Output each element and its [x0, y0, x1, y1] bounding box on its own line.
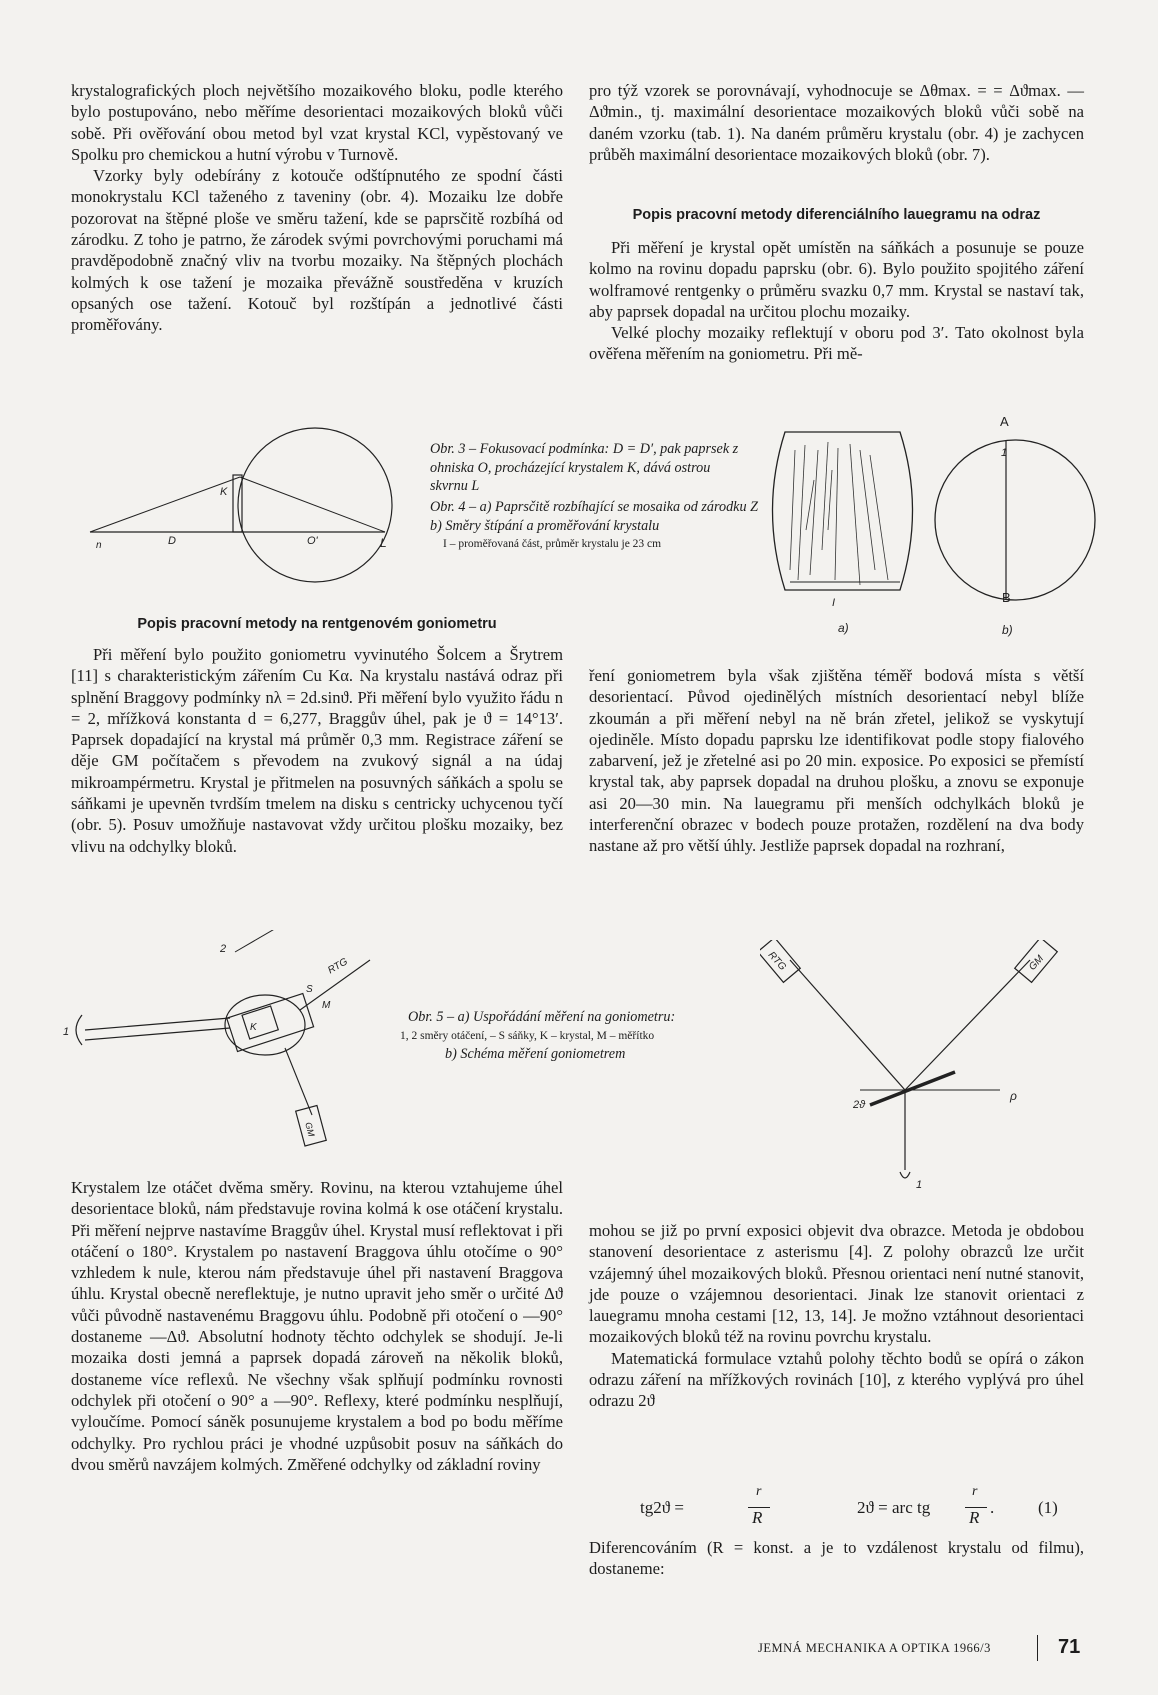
- caption-note: I – proměřovaná část, průměr krystalu je 23 cm: [443, 538, 662, 550]
- rtg-beam: [790, 960, 905, 1090]
- crystal-section-a: [773, 432, 913, 590]
- figure-3-diagram: [80, 420, 410, 595]
- label-m: M: [322, 1000, 331, 1011]
- gm-beam: [905, 960, 1030, 1090]
- paragraph: Při měření je krystal opět umístěn na sáňkách a posunuje se pouze kolmo na rovinu dopadu paprsku (obr. 6). Bylo použito spojitého záření wolframové rentgenky o průměru svazku 0,7 mm. Krystal se nastaví tak, aby paprsek dopadal na určitou plochu mozaiky.: [589, 238, 1084, 321]
- col2-mid-text: [589, 665, 1084, 857]
- journal-footer: JEMNÁ MECHANIKA A OPTIKA 1966/3: [758, 1641, 991, 1655]
- label-rtg2: RTG: [765, 949, 788, 973]
- paragraph: Diferencováním (R = konst. a je to vzdálenost krystalu od filmu), dostaneme:: [589, 1538, 1084, 1579]
- label-one-top: 1: [1001, 447, 1008, 459]
- label-one: 1: [63, 1026, 70, 1038]
- paragraph: Velké plochy mozaiky reflektují v oboru pod 3′. Tato okolnost byla ověřena měřením na goniometru. Při mě-: [589, 323, 1084, 364]
- eq-den: R: [752, 1508, 763, 1527]
- figure-5-caption: [400, 1008, 740, 1064]
- section-heading: Popis pracovní metody diferenciálního lauegramu na odraz: [632, 207, 1041, 223]
- caption-text: b) Směry štípání a proměřování krystalu: [430, 517, 660, 534]
- eq-num-2: r: [972, 1484, 978, 1499]
- eq-den-2: R: [969, 1508, 980, 1527]
- paragraph: Matematická formulace vztahů polohy těchto bodů se opírá o zákon odrazu záření na mřížkových rovinách [10], z kterého vyplývá pro úhel odrazu 2ϑ: [589, 1348, 1084, 1411]
- paragraph: ření goniometrem byla však zjištěna téměř bodová místa s větší desorientací. Původ ojedinělých místních desorientací nebyl blíže zkoumán a při měření nebyl na ně brán zřetel, jelikož se vyskytují ojediněle. Místo dopadu paprsku lze identifikovat podle stopy fialového zabarvení, jež je zřetelné asi po 20 min. exposice. Po exposici se přemístí krystal tak, aby paprsek dopadal na druhou plošku, a znovu se exponuje asi 20—30 min. Na lauegramu při menších odchylkách bloků je interferenční obrazec v bodech pouze protažen, rozdělení na dva body nastane až pro větší úhly. Jestliže paprsek dopadal na rozhraní,: [589, 666, 1084, 856]
- label-sub-a: a): [838, 621, 849, 635]
- label-n: n: [96, 540, 102, 551]
- label-s: S: [306, 984, 313, 995]
- label-sub-1: 1: [916, 1179, 923, 1191]
- figure-4-diagram: [770, 410, 1100, 650]
- eq-mid: 2ϑ = arc tg: [857, 1498, 931, 1517]
- label-two: 2: [220, 943, 227, 955]
- crystal-plane: [870, 1072, 955, 1105]
- eq-num: r: [756, 1484, 762, 1499]
- caption-text: Obr. 4 – a) Paprsčitě rozbíhající se mosaika od zárodku Z: [430, 499, 759, 515]
- caption-note: 1, 2 směry otáčení, – S sáňky, K – krystal, M – měřítko: [400, 1029, 655, 1042]
- eq-lhs: tg2ϑ =: [640, 1498, 684, 1517]
- crystal-section-b: [935, 440, 1095, 600]
- label-gm2: GM: [1027, 953, 1047, 973]
- paragraph: Vzorky byly odebírány z kotouče odštípnutého ze spodní části monokrystalu KCl taženého z taveniny (obr. 4). Mozaiku lze dobře pozorovat na štěpné ploše ve směru tažení, kde se paprsčitě rozbíhá od zárodku. Z toho je patrno, že zárodek svými povrchovými poruchami má pravděpodobně značný vliv na tvorbu mozaiky. Na štěpných plochách kolmých k ose tažení je mozaika převážně soustředěna v kruzích opsaných ose tažení. Kotouč byl rozštípán a jednotlivé části proměřovány.: [71, 166, 563, 335]
- paragraph: mohou se již po první exposici objevit dva obrazce. Metoda je obdobou stanovení desorientace z asterismu [4]. Z polohy obrazců lze určit vzájemný úhel mozaikových bloků. Přesnou orientaci není nutné stanovit, jde pouze o vzájemnou desorientaci. Jinak lze stanovit orientaci z lauegramu mnoha cestami [12, 13, 14]. Je možno vztáhnout desorientaci mozaikových bloků též na rovinu povrchu krystalu.: [589, 1221, 1084, 1347]
- figure-5a-diagram: [60, 930, 420, 1150]
- col2-bottom-text-2: [589, 1537, 1084, 1580]
- paragraph: Při měření bylo použito goniometru vyvinutého Šolcem a Šrytrem [11] s charakteristickým zářením Cu Kα. Na krystalu nastává odraz při splnění Braggovy podmínky nλ = 2d.sinϑ. Při měření bylo využito řádu n = 2, mřížková konstanta d = 6,277, Braggův úhel, pak je ϑ = 14°13′. Paprsek dopadající na krystal má průměr 0,3 mm. Registrace záření se děje GM počítačem s převodem na zvukový signál a na údaj mikroampérmetru. Krystal je přitmelen na posuvných sáňkách a spolu se sáňkami je upevněn tvrdším tmelem na disku s centricky uchycenou tyčí (obr. 5). Posuv umožňuje nastavovat vždy určitou plošku mozaiky, bez vlivu na odchylky bloků.: [71, 645, 563, 856]
- label-gm: GM: [303, 1121, 317, 1138]
- paragraph: pro týž vzorek se porovnávají, vyhodnocuje se Δθmax. = = Δϑmax. — Δϑmin., tj. maximální desorientace mozaikových bloků vůči sobě na daném vzorku (tab. 1). Na daném průměru krystalu (obr. 4) je zachycen průběh maximální desorientace mozaikových bloků (obr. 7).: [589, 81, 1084, 164]
- col1-mid-text: [71, 644, 563, 857]
- section-heading: Popis pracovní metody na rentgenovém goniometru: [137, 616, 497, 632]
- col2-bottom-text: [589, 1220, 1084, 1412]
- paragraph: krystalografických ploch největšího mozaikového bloku, podle kterého bylo postupováno, nebo měříme desorientaci mozaikových bloků vůči sobě. Při ověřování obou metod byl vzat krystal KCl, vypěstovaný ve Spolku pro chemickou a hutní výrobu v Turnově.: [71, 81, 563, 164]
- caption-text: Obr. 3 – Fokusovací podmínka: D = D′, pak paprsek z ohniska O, procházející krystalem K, dává ostrou skvrnu L: [430, 441, 739, 494]
- reflected-ray: [240, 477, 385, 532]
- label-sub-b: b): [1002, 623, 1013, 637]
- caption-text: Obr. 5 – a) Uspořádání měření na goniometru:: [408, 1009, 676, 1025]
- label-rho: ρ: [1010, 1089, 1017, 1103]
- label-a: A: [1000, 414, 1009, 429]
- label-o-prime: O': [307, 535, 318, 547]
- label-l: L: [380, 536, 387, 550]
- paragraph: Krystalem lze otáčet dvěma směry. Rovinu, na kterou vztahujeme úhel desorientace bloků, nám představuje rovina kolmá k ose otáčení krystalu. Při měření nejprve nastavíme Braggův úhel. Krystal musí reflektovat i při otáčení o 180°. Krystalem po nastavení Braggova úhlu otočíme o 90° vzhledem k nule, kterou nám představuje úhel při nastavení Braggova úhlu. Krystal obecně nereflektuje, je nutno upravit jeho směr o určité Δϑ vůči původně nastavenému Braggovu úhlu. Podobně při otočení o —90° dostaneme —Δϑ. Absolutní hodnoty těchto odchylek se shodují. Je-li mozaika dosti jemná a paprsek dopadá zároveň na několik bloků, dostaneme více reflexů. Ne všechny však splňují podmínku rovnosti odchylek při otočení o 90° a —90°. Reflexy, které podmínku nesplňují, vyloučíme. Pomocí sáněk posunujeme krystalem a bod po bodu měříme odchylky. Pro rychlou práci je vhodné uzpůsobit posuv na sáňkách do dvou směrů navzájem kolmých. Změřené odchylky od základní roviny: [71, 1178, 563, 1474]
- figure-5b-diagram: [760, 940, 1090, 1200]
- label-d: D: [168, 535, 176, 547]
- col2-top-text-2: [589, 237, 1084, 365]
- page-number: 71: [1058, 1636, 1081, 1658]
- figure-4-caption: [400, 498, 760, 554]
- caption-text: b) Schéma měření goniometrem: [445, 1046, 626, 1062]
- label-k: K: [220, 486, 228, 498]
- label-b: B: [1002, 590, 1011, 605]
- col2-top-text: [589, 80, 1084, 165]
- incident-ray: [90, 477, 240, 532]
- label-one-bottom: I: [832, 597, 836, 609]
- label-k: K: [250, 1022, 257, 1033]
- col1-top-text: [71, 80, 563, 336]
- figure-3-caption: [430, 440, 750, 496]
- label-2theta: 2ϑ: [853, 1099, 866, 1111]
- footer-divider: [1037, 1635, 1038, 1661]
- col1-bottom-text: [71, 1177, 563, 1475]
- eq-number: (1): [1038, 1498, 1058, 1517]
- label-rtg: RTG: [326, 956, 350, 977]
- equation-1: tg2ϑ = r R 2ϑ = arc tg r R . (1): [640, 1484, 1058, 1527]
- goniometer-disk: [225, 995, 305, 1055]
